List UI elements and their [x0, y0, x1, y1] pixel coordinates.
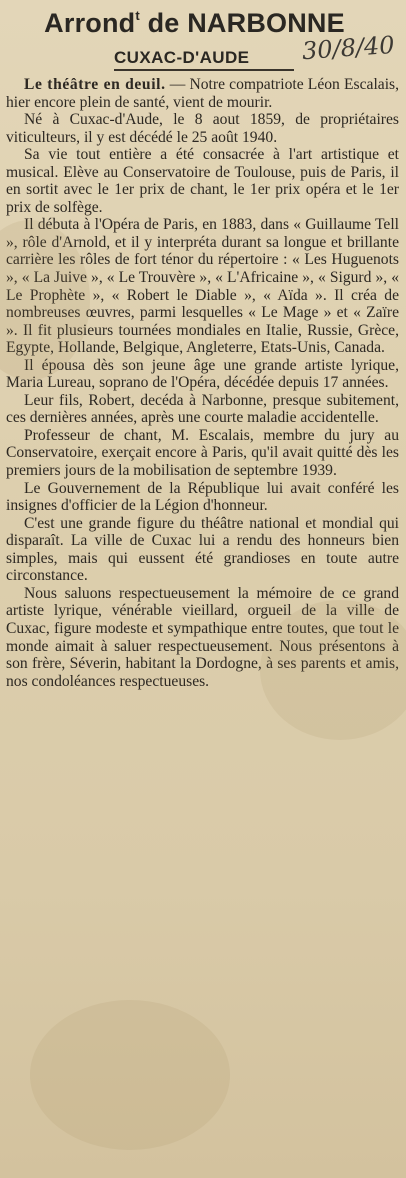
- article-paragraph: Il épousa dès son jeune âge une grande artiste lyrique, Maria Lureau, soprano de l'Opéra, décédée depuis 17 années.: [6, 356, 399, 392]
- article-paragraph: Il débuta à l'Opéra de Paris, en 1883, dans « Guillaume Tell », rôle d'Arnold, et il y interpréta durant sa longue et brillante carrière les rôles de fort ténor du répertoire : « Les Huguenots », « La Juive », « Le Trouvère », « L'Africaine », « Sigurd », « Le Prophète », « Robert le Diable », « Aïda ». Il créa de nombreuses œuvres, parmi lesquelles « Le Mage » et « Zaïre ». Il fit plusieurs tournées mondiales en Italie, Russie, Grèce, Egypte, Hollande, Belgique, Angleterre, Etats-Unis, Canada.: [6, 216, 399, 357]
- article-paragraph: Leur fils, Robert, decéda à Narbonne, presque subitement, ces dernières années, après une courte maladie accidentelle.: [6, 391, 399, 427]
- clipping-header: [6, 4, 401, 74]
- subtitle-underline: [114, 69, 294, 71]
- article-lead: Le théâtre en deuil.: [24, 76, 166, 93]
- article-paragraph: C'est une grande figure du théâtre national et mondial qui disparaît. La ville de Cuxac lui a rendu des honneurs bien simples, mais qui eussent été grandioses en toute autre circonstance.: [6, 514, 399, 585]
- title-prefix: Arrond: [44, 8, 136, 38]
- handwritten-date: 30/8/40: [301, 30, 396, 66]
- article-paragraph: Professeur de chant, M. Escalais, membre du jury au Conservatoire, exerçait encore à Paris, qu'il avait quitté dès les premiers jours de la mobilisation de septembre 1939.: [6, 426, 399, 480]
- article-paragraph: Sa vie tout entière a été consacrée à l'art artistique et musical. Elève au Conservatoire de Toulouse, puis de Paris, il en sortit avec le 1er prix de chant, le 1er prix opéra et le 1er prix de solfège.: [6, 146, 399, 216]
- title-suffix: de NARBONNE: [139, 8, 345, 38]
- title-superscript: t: [135, 8, 140, 23]
- article-body: [6, 76, 401, 690]
- article-paragraph: [6, 76, 399, 111]
- article-paragraph-text: — Notre compatriote Léon Escalais, hier encore plein de santé, vient de mourir.: [6, 76, 399, 111]
- paper-stain: [30, 1000, 230, 1150]
- article-paragraph: Le Gouvernement de la République lui avait conféré les insignes d'officier de la Légion d'honneur.: [6, 479, 399, 515]
- article-paragraph: Nous saluons respectueusement la mémoire de ce grand artiste lyrique, vénérable vieillard, orgueil de la ville de Cuxac, figure modeste et sympathique entre toutes, que tout le monde aimait à saluer respectueusement. Nous présentons à son frère, Séverin, habitant la Dordogne, à ses parents et amis, nos condoléances respectueuses.: [6, 584, 399, 690]
- town-subtitle: CUXAC-D'AUDE: [114, 48, 250, 67]
- article-paragraph: Né à Cuxac-d'Aude, le 8 aout 1859, de propriétaires viticulteurs, il y est décédé le 25 août 1940.: [6, 111, 399, 146]
